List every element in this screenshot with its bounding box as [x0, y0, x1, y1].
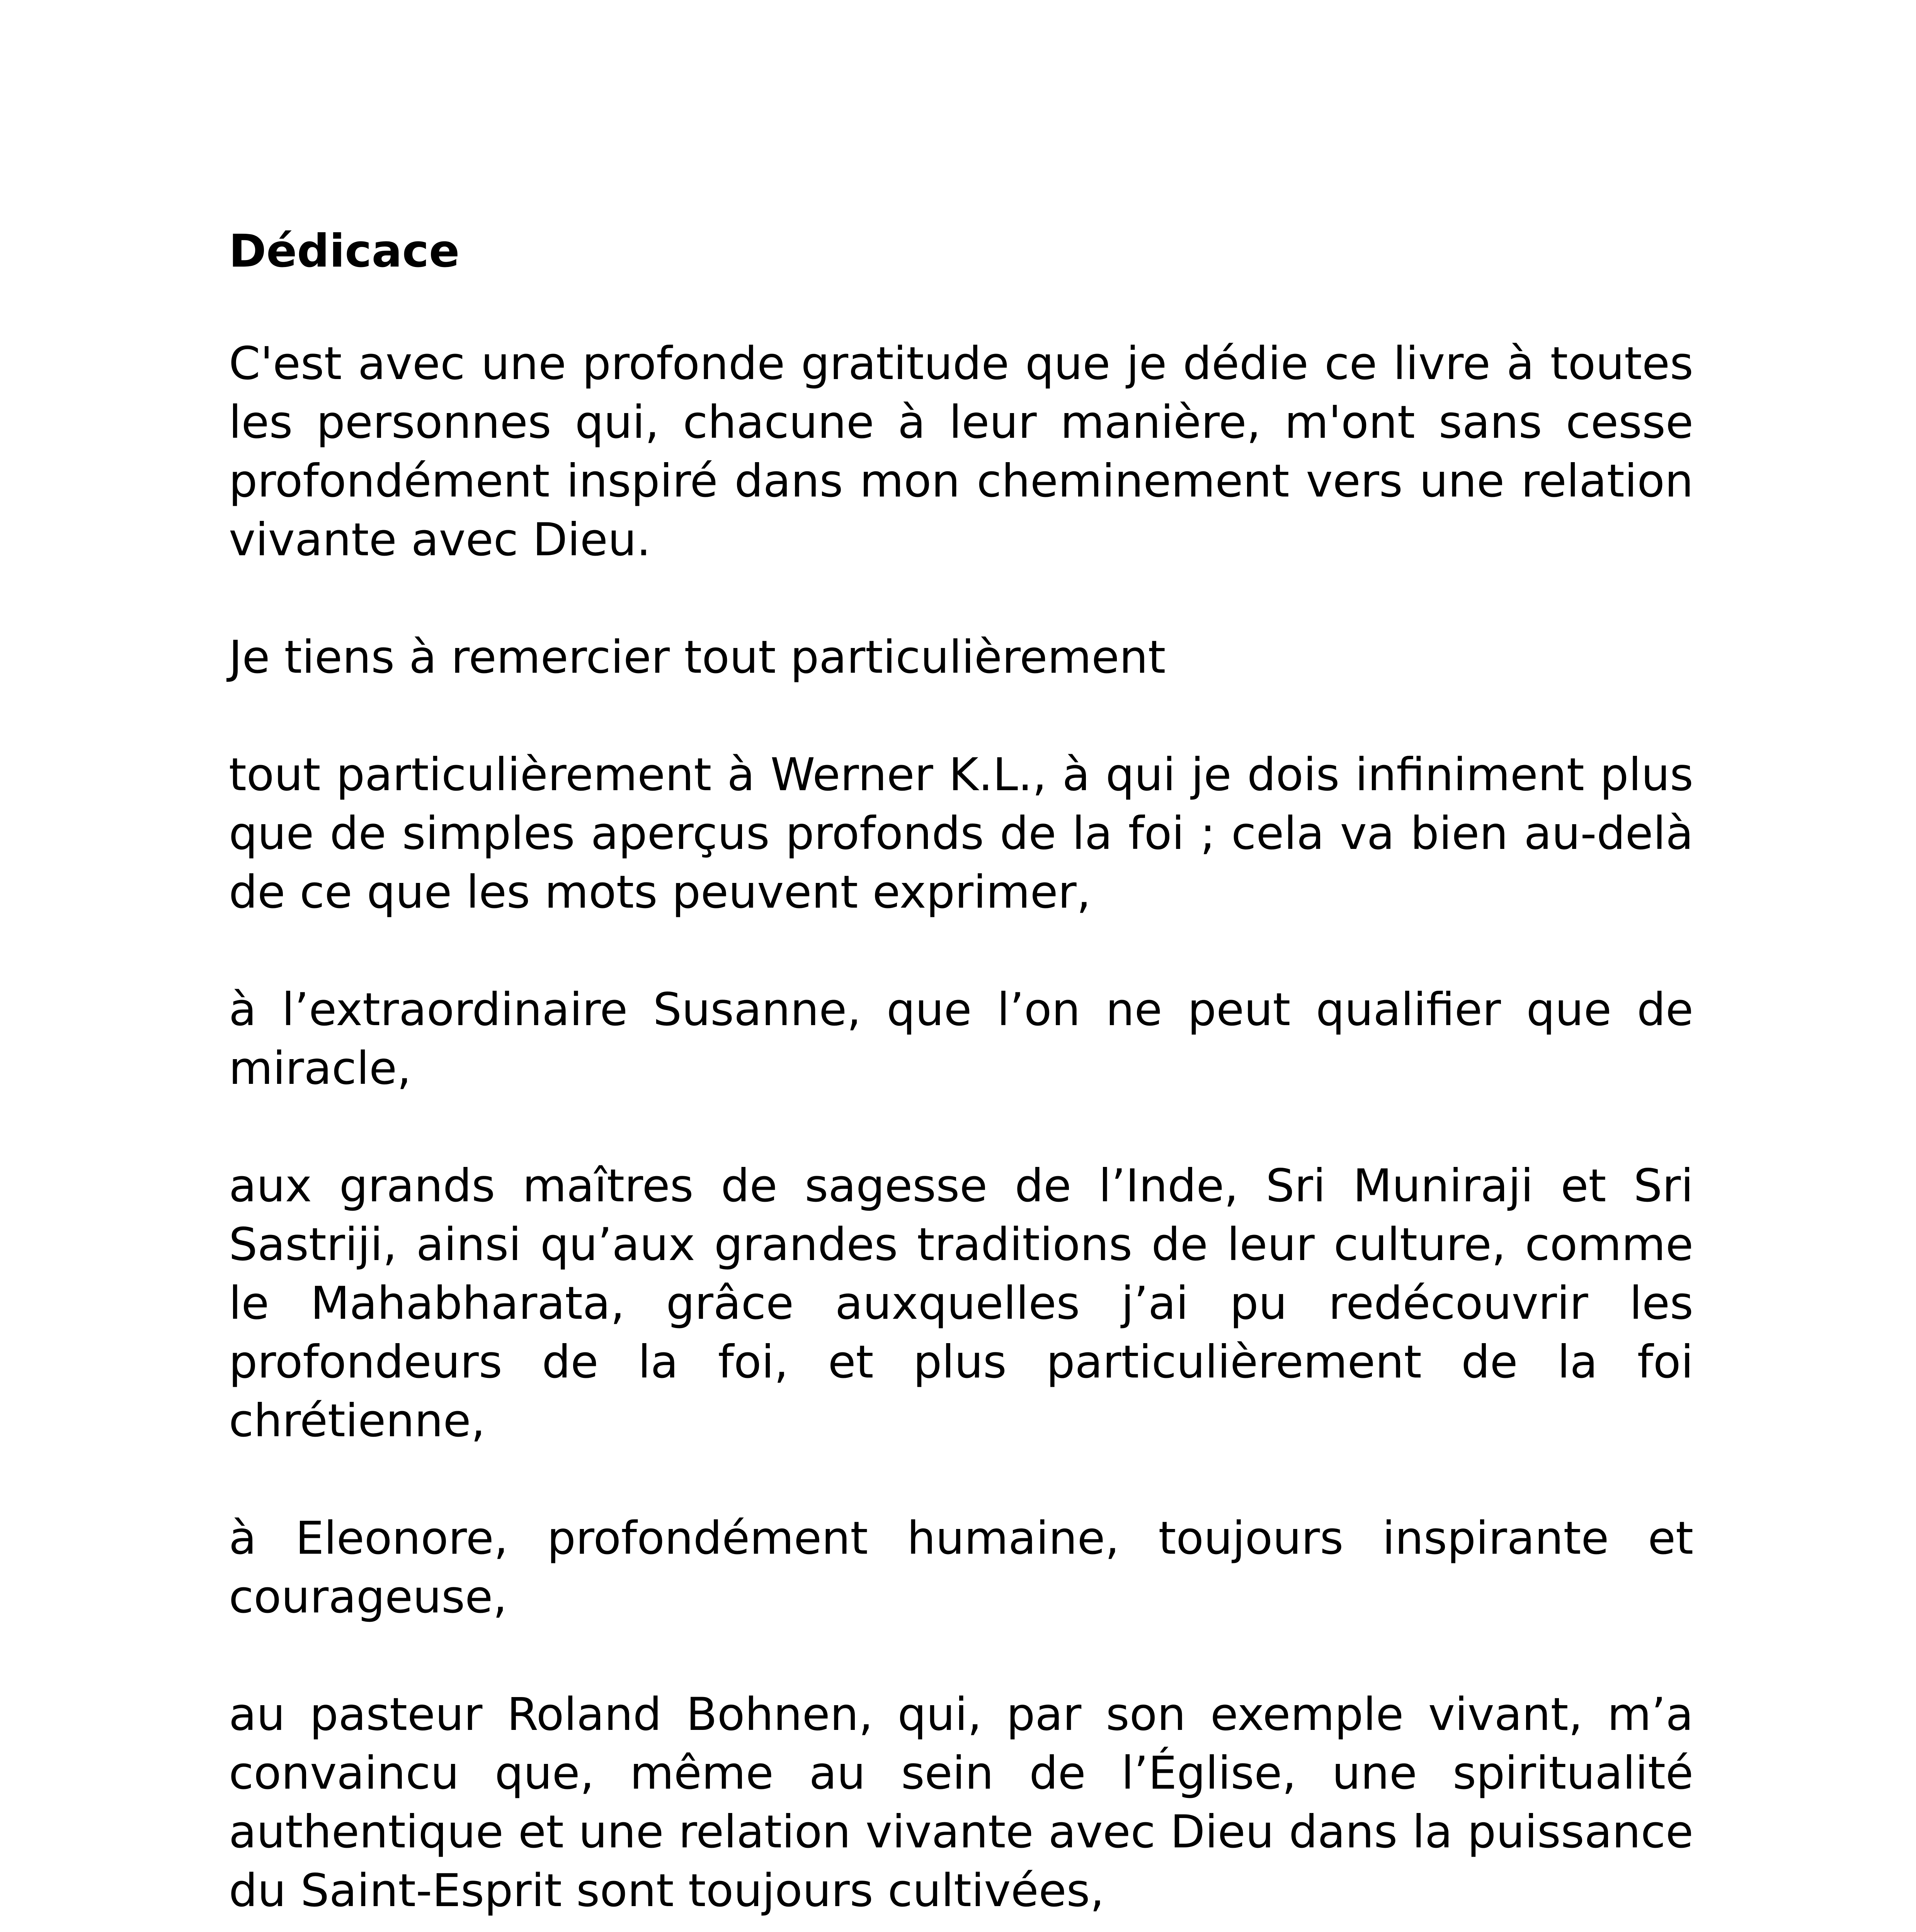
paragraph-susanne: à l’extraordinaire Susanne, que l’on ne peut qualifier que de miracle,: [229, 983, 1693, 1095]
paragraph-pastor: au pasteur Roland Bohnen, qui, par son exemple vivant, m’a convaincu que, même au sein de l’Église, une spiritualité authentique et une relation vivante avec Dieu dans la puissance du Saint-Esprit sont toujours cultivées,: [229, 1688, 1693, 1917]
paragraph-werner: tout particulièrement à Werner K.L., à qui je dois infiniment plus que de simples aperçus profonds de la foi ; cela va bien au-delà de ce que les mots peuvent exprimer,: [229, 748, 1693, 918]
page-content: [229, 226, 1693, 1932]
paragraph-intro: C'est avec une profonde gratitude que je dédie ce livre à toutes les personnes qui, chacune à leur manière, m'ont sans cesse profondément inspiré dans mon cheminement vers une relation vivante avec Dieu.: [229, 337, 1693, 566]
paragraph-eleonore: à Eleonore, profondément humaine, toujours inspirante et courageuse,: [229, 1512, 1693, 1623]
page-title: Dédicace: [229, 224, 460, 277]
paragraph-masters: aux grands maîtres de sagesse de l’Inde, Sri Muniraji et Sri Sastriji, ainsi qu’aux grandes traditions de leur culture, comme le Mahabharata, grâce auxquelles j’ai pu redécouvrir les profondeurs de la foi, et plus particulièrement de la foi chrétienne,: [229, 1159, 1693, 1447]
paragraph-thanks: Je tiens à remercier tout particulièrement: [229, 631, 1166, 684]
